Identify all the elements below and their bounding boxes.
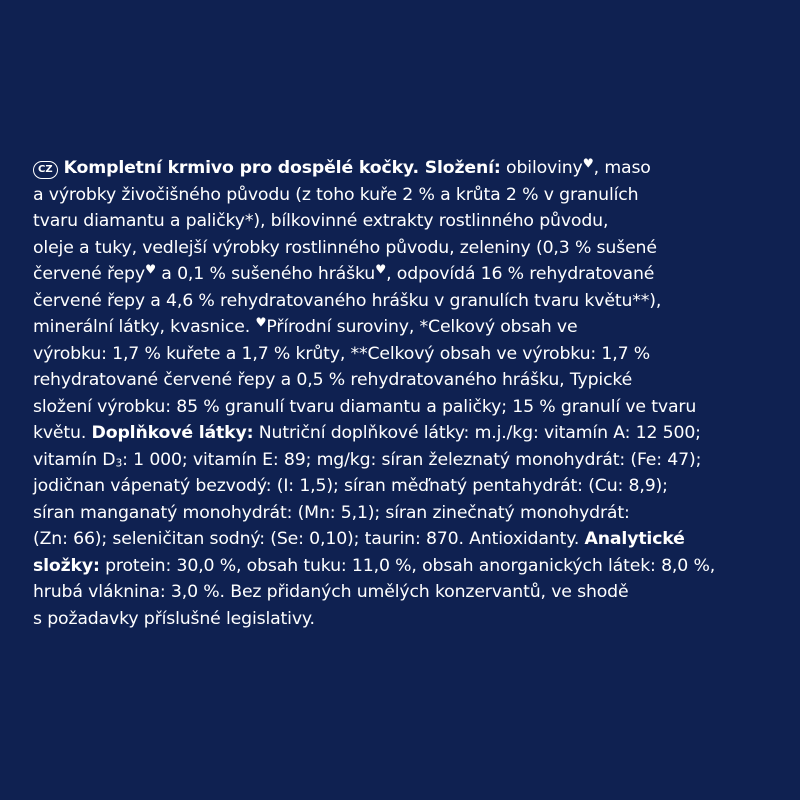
heart-icon: ♥ — [255, 314, 267, 330]
text-segment: oleje a tuky, vedlejší výrobky rostlinného původu, zeleniny (0,3 % sušené — [33, 237, 657, 258]
text-segment: protein: 30,0 %, obsah tuku: 11,0 %, obsah anorganických látek: 8,0 %, — [99, 555, 716, 576]
text-line — [33, 288, 783, 315]
text-segment: minerální látky, kvasnice. — [33, 317, 256, 337]
text-segment: červené řepy a 4,6 % rehydratovaného hrášku v granulích tvaru květu**), — [33, 290, 662, 311]
text-line — [33, 394, 783, 421]
text-segment: tvaru diamantu a paličky*), bílkovinné extrakty rostlinného původu, — [33, 211, 609, 231]
text-segment: (Zn: 66); seleničitan sodný: (Se: 0,10); taurin: 870. Antioxidanty. — [33, 529, 585, 549]
text-line — [33, 155, 783, 182]
text-line — [33, 314, 783, 341]
text-line — [33, 367, 783, 394]
language-badge: CZ — [33, 161, 58, 179]
text-line — [33, 208, 783, 235]
text-segment: červené řepy — [33, 264, 145, 284]
text-segment: složení výrobku: 85 % granulí tvaru diamantu a paličky; 15 % granulí ve tvaru — [33, 396, 697, 417]
text-line — [33, 341, 783, 368]
text-segment: a výrobky živočišného původu (z toho kuře 2 % a krůta 2 % v granulích — [33, 184, 639, 205]
heart-icon: ♥ — [144, 261, 156, 277]
text-segment: výrobku: 1,7 % kuřete a 1,7 % krůty, **Celkový obsah ve výrobku: 1,7 % — [33, 343, 651, 364]
text-segment: vitamín D — [33, 449, 116, 470]
text-segment: a 0,1 % sušeného hrášku — [155, 264, 376, 284]
text-segment: rehydratované červené řepy a 0,5 % rehydratovaného hrášku, Typické — [33, 370, 633, 390]
text-segment: jodičnan vápenatý bezvodý: (I: 1,5); síran měďnatý pentahydrát: (Cu: 8,9); — [33, 476, 668, 496]
text-segment: , maso — [593, 158, 651, 178]
bold-text: Doplňkové látky: — [91, 423, 254, 443]
text-line — [33, 500, 783, 527]
text-segment: Přírodní suroviny, *Celkový obsah ve — [266, 317, 578, 337]
text-line — [33, 473, 783, 500]
text-segment: obiloviny — [500, 158, 583, 178]
ingredient-label-text — [33, 155, 783, 632]
heart-icon: ♥ — [375, 261, 387, 277]
text-line — [33, 606, 783, 633]
text-segment: : 1 000; vitamín E: 89; mg/kg: síran železnatý monohydrát: (Fe: 47); — [122, 449, 702, 470]
text-segment: s požadavky příslušné legislativy. — [33, 608, 315, 629]
subscript: 3 — [115, 456, 123, 470]
heart-icon: ♥ — [582, 155, 594, 171]
text-line — [33, 579, 783, 606]
text-segment: hrubá vláknina: 3,0 %. Bez přidaných umělých konzervantů, ve shodě — [33, 582, 629, 602]
bold-text: Kompletní krmivo pro dospělé kočky. Složení: — [63, 158, 501, 178]
text-line — [33, 182, 783, 209]
bold-text: Analytické — [584, 529, 685, 549]
text-line — [33, 235, 783, 262]
text-line — [33, 447, 783, 474]
text-line — [33, 553, 783, 580]
text-segment: Nutriční doplňkové látky: m.j./kg: vitamín A: 12 500; — [253, 423, 701, 443]
text-segment: , odpovídá 16 % rehydratované — [386, 264, 655, 284]
text-line — [33, 526, 783, 553]
text-segment: květu. — [33, 423, 92, 443]
bold-text: složky: — [33, 555, 100, 576]
text-line — [33, 420, 783, 447]
text-segment: síran manganatý monohydrát: (Mn: 5,1); síran zinečnatý monohydrát: — [33, 502, 630, 523]
text-line — [33, 261, 783, 288]
